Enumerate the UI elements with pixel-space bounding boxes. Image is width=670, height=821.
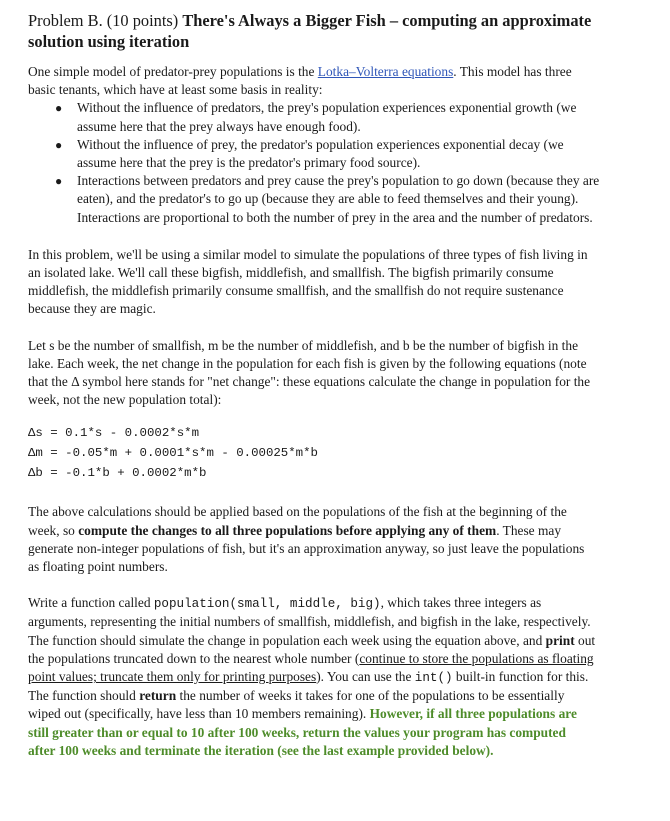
paragraph-text: ). You can use the: [316, 669, 415, 685]
bullet-icon: ●: [55, 174, 63, 189]
equation-bigfish: Δb = -0.1*b + 0.0002*m*b: [28, 466, 207, 481]
bold-print: print: [545, 632, 575, 648]
paragraph-line: arguments, representing the initial numbers of smallfish, middlefish, and bigfish in the lake, respectively.: [28, 614, 591, 630]
problem-heading-line2: solution using iteration: [28, 32, 190, 51]
paragraph-line: an isolated lake. We'll call these bigfish, middlefish, and smallfish. The bigfish primarily consume: [28, 265, 554, 281]
bullet-icon: ●: [55, 101, 63, 116]
paragraph-text: the populations truncated down to the nearest whole number (: [28, 650, 360, 666]
intro-text: One simple model of predator-prey populations is the: [28, 64, 318, 79]
list-item-line: eaten), and the predator's to go up (because they are able to feed themselves and their young).: [77, 191, 579, 207]
paragraph-text: the number of weeks it takes for one of the populations to be essentially: [176, 688, 565, 704]
problem-document: [28, 10, 653, 760]
paragraph-line: The above calculations should be applied based on the populations of the fish at the beginning of the: [28, 504, 567, 520]
paragraph-text: . These may: [496, 522, 562, 538]
equation-smallfish: Δs = 0.1*s - 0.0002*s*m: [28, 426, 200, 441]
bullet-icon: ●: [55, 137, 63, 152]
list-item-line: Interactions between predators and prey cause the prey's population to go down (because they are: [77, 173, 600, 189]
paragraph-line: generate non-integer populations of fish, but it's an approximation anyway, so just leave the populations: [28, 540, 585, 556]
paragraph-line: In this problem, we'll be using a similar model to simulate the populations of three types of fish living in: [28, 246, 588, 262]
list-item-line: assume here that the prey is the predator's primary food source).: [77, 155, 421, 171]
green-highlight: However, if all three populations are: [369, 706, 577, 722]
paragraph-text: built-in function for this.: [452, 669, 589, 685]
function-spec-paragraph: [28, 594, 653, 760]
equation-middlefish: Δm = -0.05*m + 0.0001*s*m - 0.00025*m*b: [28, 446, 318, 461]
paragraph-text: week, so: [28, 522, 79, 538]
list-item-line: Without the influence of prey, the predator's population experiences exponential decay (we: [77, 136, 564, 152]
intro-text-after-link: . This model has three: [453, 64, 572, 79]
apply-changes-paragraph: [28, 503, 653, 576]
fish-model-paragraph: [28, 246, 653, 319]
list-item: [55, 99, 653, 135]
function-signature-code: population(small, middle, big): [153, 597, 381, 612]
intro-text-line2: basic tenants, which have at least some basis in reality:: [28, 82, 323, 98]
equations-block: [28, 423, 653, 483]
bold-return: return: [139, 688, 177, 704]
paragraph-text: The function should simulate the change in population each week using the equation above, and: [28, 632, 546, 648]
paragraph-line: week, not the new population total):: [28, 392, 222, 408]
list-item-line: assume here that the prey always have enough food).: [77, 118, 361, 134]
list-item-line: Without the influence of predators, the prey's population experiences exponential growth (we: [77, 100, 577, 116]
paragraph-line: because they are magic.: [28, 301, 156, 317]
intro-paragraph: [28, 63, 653, 99]
int-function-code: int(): [414, 671, 453, 686]
list-item: [55, 136, 653, 172]
list-item-line: Interactions are proportional to both the number of prey in the area and the number of predators.: [77, 209, 593, 225]
underlined-note: point values; truncate them only for printing purposes: [28, 669, 317, 685]
variables-paragraph: [28, 337, 653, 410]
problem-heading-line1: There's Always a Bigger Fish – computing an approximate: [182, 11, 592, 30]
list-item: [55, 172, 653, 227]
tenants-list: [28, 99, 653, 226]
lotka-volterra-link[interactable]: Lotka–Volterra equations: [317, 64, 454, 79]
paragraph-text: Write a function called: [28, 595, 154, 611]
paragraph-text: out: [574, 632, 596, 648]
problem-label: Problem B. (10 points): [28, 11, 179, 30]
paragraph-text: , which takes three integers as: [380, 595, 542, 611]
problem-title: [28, 10, 653, 52]
underlined-note: continue to store the populations as floating: [359, 650, 594, 666]
paragraph-line: lake. Each week, the net change in the population for each fish is given by the following equations (note: [28, 355, 587, 371]
paragraph-text: The function should: [28, 688, 140, 704]
green-highlight: after 100 weeks and terminate the iteration (see the last example provided below).: [28, 742, 494, 758]
paragraph-line: as floating point numbers.: [28, 559, 168, 575]
paragraph-text: wiped out (specifically, have less than 10 members remaining).: [28, 706, 370, 722]
paragraph-line: middlefish, the middlefish primarily consume smallfish, and the smallfish do not require sustenance: [28, 283, 564, 299]
bold-instruction: compute the changes to all three populations before applying any of them: [78, 522, 497, 538]
paragraph-line: Let s be the number of smallfish, m be the number of middlefish, and b be the number of bigfish in the: [28, 337, 579, 353]
green-highlight: still greater than or equal to 10 after 100 weeks, return the values your program has computed: [28, 724, 566, 740]
paragraph-line: that the Δ symbol here stands for "net change": these equations calculate the change in population for the: [28, 374, 591, 390]
